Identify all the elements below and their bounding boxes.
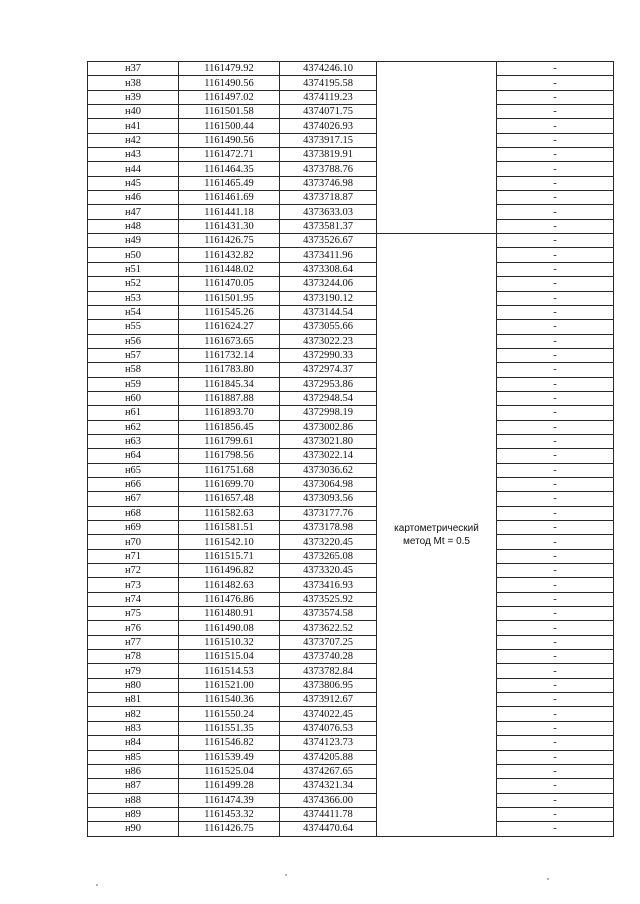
- point-cell: н76: [88, 621, 179, 635]
- mark-cell: -: [497, 521, 614, 535]
- table-row: [88, 779, 614, 793]
- mark-cell: -: [497, 434, 614, 448]
- mark-cell: -: [497, 477, 614, 491]
- mark-cell: -: [497, 90, 614, 104]
- y-coordinate-cell: 4374123.73: [280, 736, 377, 750]
- y-coordinate-cell: 4374366.00: [280, 793, 377, 807]
- table-row: [88, 277, 614, 291]
- x-coordinate-cell: 1161540.36: [179, 693, 280, 707]
- point-cell: н45: [88, 176, 179, 190]
- table-row: [88, 262, 614, 276]
- mark-cell: -: [497, 535, 614, 549]
- y-coordinate-cell: 4373746.98: [280, 176, 377, 190]
- x-coordinate-cell: 1161479.92: [179, 62, 280, 76]
- mark-cell: -: [497, 191, 614, 205]
- x-coordinate-cell: 1161501.95: [179, 291, 280, 305]
- table-row: [88, 291, 614, 305]
- y-coordinate-cell: 4374071.75: [280, 105, 377, 119]
- point-cell: н49: [88, 234, 179, 248]
- x-coordinate-cell: 1161497.02: [179, 90, 280, 104]
- point-cell: н63: [88, 434, 179, 448]
- x-coordinate-cell: 1161426.75: [179, 234, 280, 248]
- table-row: [88, 793, 614, 807]
- mark-cell: -: [497, 693, 614, 707]
- method-cell: [377, 234, 497, 836]
- mark-cell: -: [497, 219, 614, 233]
- x-coordinate-cell: 1161699.70: [179, 477, 280, 491]
- table-row: [88, 822, 614, 836]
- table-row: [88, 664, 614, 678]
- mark-cell: -: [497, 607, 614, 621]
- mark-cell: -: [497, 277, 614, 291]
- mark-cell: -: [497, 822, 614, 836]
- table-row: [88, 549, 614, 563]
- mark-cell: -: [497, 678, 614, 692]
- y-coordinate-cell: 4373718.87: [280, 191, 377, 205]
- point-cell: н90: [88, 822, 179, 836]
- y-coordinate-cell: 4373581.37: [280, 219, 377, 233]
- point-cell: н60: [88, 391, 179, 405]
- point-cell: н80: [88, 678, 179, 692]
- x-coordinate-cell: 1161542.10: [179, 535, 280, 549]
- y-coordinate-cell: 4372953.86: [280, 377, 377, 391]
- table-row: [88, 148, 614, 162]
- point-cell: н87: [88, 779, 179, 793]
- x-coordinate-cell: 1161751.68: [179, 463, 280, 477]
- x-coordinate-cell: 1161464.35: [179, 162, 280, 176]
- mark-cell: -: [497, 105, 614, 119]
- point-cell: н42: [88, 133, 179, 147]
- x-coordinate-cell: 1161426.75: [179, 822, 280, 836]
- y-coordinate-cell: 4373022.14: [280, 449, 377, 463]
- mark-cell: -: [497, 162, 614, 176]
- y-coordinate-cell: 4373411.96: [280, 248, 377, 262]
- point-cell: н58: [88, 363, 179, 377]
- mark-cell: -: [497, 377, 614, 391]
- x-coordinate-cell: 1161490.56: [179, 76, 280, 90]
- mark-cell: -: [497, 176, 614, 190]
- y-coordinate-cell: 4373178.98: [280, 521, 377, 535]
- mark-cell: -: [497, 391, 614, 405]
- x-coordinate-cell: 1161657.48: [179, 492, 280, 506]
- mark-cell: -: [497, 635, 614, 649]
- table-row: [88, 564, 614, 578]
- mark-cell: -: [497, 334, 614, 348]
- x-coordinate-cell: 1161799.61: [179, 434, 280, 448]
- mark-cell: -: [497, 305, 614, 319]
- mark-cell: -: [497, 736, 614, 750]
- table-row: [88, 506, 614, 520]
- x-coordinate-cell: 1161550.24: [179, 707, 280, 721]
- point-cell: н53: [88, 291, 179, 305]
- table-row: [88, 305, 614, 319]
- x-coordinate-cell: 1161499.28: [179, 779, 280, 793]
- coordinates-table: [87, 61, 614, 837]
- mark-cell: -: [497, 363, 614, 377]
- table-row: [88, 162, 614, 176]
- point-cell: н57: [88, 348, 179, 362]
- mark-cell: -: [497, 707, 614, 721]
- x-coordinate-cell: 1161500.44: [179, 119, 280, 133]
- mark-cell: -: [497, 133, 614, 147]
- method-accuracy: метод Mt = 0.5: [403, 535, 470, 547]
- mark-cell: -: [497, 807, 614, 821]
- x-coordinate-cell: 1161510.32: [179, 635, 280, 649]
- table-row: [88, 334, 614, 348]
- y-coordinate-cell: 4373093.56: [280, 492, 377, 506]
- x-coordinate-cell: 1161856.45: [179, 420, 280, 434]
- table-row: [88, 764, 614, 778]
- mark-cell: -: [497, 564, 614, 578]
- y-coordinate-cell: 4373055.66: [280, 320, 377, 334]
- x-coordinate-cell: 1161624.27: [179, 320, 280, 334]
- x-coordinate-cell: 1161441.18: [179, 205, 280, 219]
- y-coordinate-cell: 4373036.62: [280, 463, 377, 477]
- x-coordinate-cell: 1161453.32: [179, 807, 280, 821]
- table-row: [88, 635, 614, 649]
- mark-cell: -: [497, 449, 614, 463]
- y-coordinate-cell: 4373574.58: [280, 607, 377, 621]
- x-coordinate-cell: 1161472.71: [179, 148, 280, 162]
- x-coordinate-cell: 1161732.14: [179, 348, 280, 362]
- x-coordinate-cell: 1161448.02: [179, 262, 280, 276]
- table-row: [88, 621, 614, 635]
- y-coordinate-cell: 4374076.53: [280, 721, 377, 735]
- point-cell: н83: [88, 721, 179, 735]
- point-cell: н86: [88, 764, 179, 778]
- y-coordinate-cell: 4374195.58: [280, 76, 377, 90]
- x-coordinate-cell: 1161490.08: [179, 621, 280, 635]
- point-cell: н47: [88, 205, 179, 219]
- y-coordinate-cell: 4374470.64: [280, 822, 377, 836]
- y-coordinate-cell: 4373220.45: [280, 535, 377, 549]
- y-coordinate-cell: 4372990.33: [280, 348, 377, 362]
- point-cell: н50: [88, 248, 179, 262]
- table-row: [88, 176, 614, 190]
- y-coordinate-cell: 4374267.65: [280, 764, 377, 778]
- x-coordinate-cell: 1161673.65: [179, 334, 280, 348]
- point-cell: н62: [88, 420, 179, 434]
- x-coordinate-cell: 1161480.91: [179, 607, 280, 621]
- mark-cell: -: [497, 119, 614, 133]
- x-coordinate-cell: 1161431.30: [179, 219, 280, 233]
- table-row: [88, 377, 614, 391]
- point-cell: н73: [88, 578, 179, 592]
- y-coordinate-cell: 4373912.67: [280, 693, 377, 707]
- table-row: [88, 592, 614, 606]
- y-coordinate-cell: 4374026.93: [280, 119, 377, 133]
- method-name: картометрический: [394, 522, 479, 534]
- y-coordinate-cell: 4373788.76: [280, 162, 377, 176]
- empty-method-cell: [377, 62, 497, 234]
- mark-cell: -: [497, 650, 614, 664]
- x-coordinate-cell: 1161845.34: [179, 377, 280, 391]
- mark-cell: -: [497, 248, 614, 262]
- point-cell: н82: [88, 707, 179, 721]
- point-cell: н77: [88, 635, 179, 649]
- mark-cell: -: [497, 420, 614, 434]
- x-coordinate-cell: 1161515.71: [179, 549, 280, 563]
- scan-speck: [96, 884, 98, 886]
- table-row: [88, 105, 614, 119]
- scan-speck: [547, 878, 549, 880]
- mark-cell: -: [497, 291, 614, 305]
- x-coordinate-cell: 1161798.56: [179, 449, 280, 463]
- y-coordinate-cell: 4373022.23: [280, 334, 377, 348]
- y-coordinate-cell: 4373525.92: [280, 592, 377, 606]
- point-cell: н51: [88, 262, 179, 276]
- x-coordinate-cell: 1161546.82: [179, 736, 280, 750]
- point-cell: н52: [88, 277, 179, 291]
- table-row: [88, 191, 614, 205]
- x-coordinate-cell: 1161525.04: [179, 764, 280, 778]
- table-row: [88, 320, 614, 334]
- mark-cell: -: [497, 320, 614, 334]
- mark-cell: -: [497, 348, 614, 362]
- mark-cell: -: [497, 262, 614, 276]
- point-cell: н64: [88, 449, 179, 463]
- y-coordinate-cell: 4373819.91: [280, 148, 377, 162]
- table-row: [88, 578, 614, 592]
- y-coordinate-cell: 4373308.64: [280, 262, 377, 276]
- y-coordinate-cell: 4373244.06: [280, 277, 377, 291]
- mark-cell: -: [497, 492, 614, 506]
- point-cell: н56: [88, 334, 179, 348]
- point-cell: н81: [88, 693, 179, 707]
- table-row: [88, 607, 614, 621]
- x-coordinate-cell: 1161545.26: [179, 305, 280, 319]
- table-row: [88, 76, 614, 90]
- x-coordinate-cell: 1161476.86: [179, 592, 280, 606]
- point-cell: н72: [88, 564, 179, 578]
- y-coordinate-cell: 4374119.23: [280, 90, 377, 104]
- table-row: [88, 391, 614, 405]
- x-coordinate-cell: 1161581.51: [179, 521, 280, 535]
- point-cell: н44: [88, 162, 179, 176]
- table-row: [88, 750, 614, 764]
- point-cell: н68: [88, 506, 179, 520]
- point-cell: н61: [88, 406, 179, 420]
- y-coordinate-cell: 4374246.10: [280, 62, 377, 76]
- y-coordinate-cell: 4373782.84: [280, 664, 377, 678]
- y-coordinate-cell: 4372974.37: [280, 363, 377, 377]
- table-row: [88, 248, 614, 262]
- mark-cell: -: [497, 148, 614, 162]
- y-coordinate-cell: 4373740.28: [280, 650, 377, 664]
- y-coordinate-cell: 4373002.86: [280, 420, 377, 434]
- x-coordinate-cell: 1161496.82: [179, 564, 280, 578]
- point-cell: н74: [88, 592, 179, 606]
- y-coordinate-cell: 4373320.45: [280, 564, 377, 578]
- x-coordinate-cell: 1161551.35: [179, 721, 280, 735]
- point-cell: н78: [88, 650, 179, 664]
- x-coordinate-cell: 1161461.69: [179, 191, 280, 205]
- y-coordinate-cell: 4373064.98: [280, 477, 377, 491]
- table-row: [88, 492, 614, 506]
- mark-cell: -: [497, 205, 614, 219]
- x-coordinate-cell: 1161515.04: [179, 650, 280, 664]
- mark-cell: -: [497, 621, 614, 635]
- mark-cell: -: [497, 779, 614, 793]
- y-coordinate-cell: 4373633.03: [280, 205, 377, 219]
- mark-cell: -: [497, 506, 614, 520]
- mark-cell: -: [497, 549, 614, 563]
- x-coordinate-cell: 1161887.88: [179, 391, 280, 405]
- mark-cell: -: [497, 76, 614, 90]
- table-row: [88, 363, 614, 377]
- table-row: [88, 449, 614, 463]
- y-coordinate-cell: 4373917.15: [280, 133, 377, 147]
- mark-cell: -: [497, 764, 614, 778]
- y-coordinate-cell: 4374321.34: [280, 779, 377, 793]
- point-cell: н84: [88, 736, 179, 750]
- y-coordinate-cell: 4373707.25: [280, 635, 377, 649]
- y-coordinate-cell: 4372998.19: [280, 406, 377, 420]
- mark-cell: -: [497, 406, 614, 420]
- y-coordinate-cell: 4373806.95: [280, 678, 377, 692]
- scan-speck: [285, 874, 287, 876]
- point-cell: н67: [88, 492, 179, 506]
- x-coordinate-cell: 1161893.70: [179, 406, 280, 420]
- mark-cell: -: [497, 62, 614, 76]
- y-coordinate-cell: 4373144.54: [280, 305, 377, 319]
- table-row: [88, 521, 614, 535]
- coordinates-table-body: [88, 62, 614, 837]
- point-cell: н85: [88, 750, 179, 764]
- y-coordinate-cell: 4374205.88: [280, 750, 377, 764]
- table-row: [88, 348, 614, 362]
- table-row: [88, 133, 614, 147]
- point-cell: н59: [88, 377, 179, 391]
- point-cell: н66: [88, 477, 179, 491]
- y-coordinate-cell: 4374022.45: [280, 707, 377, 721]
- mark-cell: -: [497, 592, 614, 606]
- table-row: [88, 90, 614, 104]
- y-coordinate-cell: 4373416.93: [280, 578, 377, 592]
- table-row: [88, 420, 614, 434]
- x-coordinate-cell: 1161501.58: [179, 105, 280, 119]
- table-row: [88, 535, 614, 549]
- table-row: [88, 707, 614, 721]
- point-cell: н38: [88, 76, 179, 90]
- mark-cell: -: [497, 234, 614, 248]
- table-row: [88, 219, 614, 233]
- table-row: [88, 807, 614, 821]
- point-cell: н54: [88, 305, 179, 319]
- mark-cell: -: [497, 721, 614, 735]
- x-coordinate-cell: 1161783.80: [179, 363, 280, 377]
- point-cell: н41: [88, 119, 179, 133]
- x-coordinate-cell: 1161465.49: [179, 176, 280, 190]
- point-cell: н43: [88, 148, 179, 162]
- point-cell: н65: [88, 463, 179, 477]
- y-coordinate-cell: 4373021.80: [280, 434, 377, 448]
- x-coordinate-cell: 1161490.56: [179, 133, 280, 147]
- y-coordinate-cell: 4372948.54: [280, 391, 377, 405]
- point-cell: н69: [88, 521, 179, 535]
- table-row: [88, 434, 614, 448]
- x-coordinate-cell: 1161474.39: [179, 793, 280, 807]
- mark-cell: -: [497, 463, 614, 477]
- table-row: [88, 693, 614, 707]
- x-coordinate-cell: 1161514.53: [179, 664, 280, 678]
- table-row: [88, 119, 614, 133]
- point-cell: н71: [88, 549, 179, 563]
- y-coordinate-cell: 4373622.52: [280, 621, 377, 635]
- y-coordinate-cell: 4373265.08: [280, 549, 377, 563]
- point-cell: н39: [88, 90, 179, 104]
- point-cell: н55: [88, 320, 179, 334]
- table-row: [88, 736, 614, 750]
- y-coordinate-cell: 4373526.67: [280, 234, 377, 248]
- table-row: [88, 477, 614, 491]
- point-cell: н37: [88, 62, 179, 76]
- mark-cell: -: [497, 793, 614, 807]
- table-row: [88, 463, 614, 477]
- point-cell: н88: [88, 793, 179, 807]
- y-coordinate-cell: 4373190.12: [280, 291, 377, 305]
- x-coordinate-cell: 1161432.82: [179, 248, 280, 262]
- x-coordinate-cell: 1161482.63: [179, 578, 280, 592]
- point-cell: н40: [88, 105, 179, 119]
- x-coordinate-cell: 1161521.00: [179, 678, 280, 692]
- point-cell: н79: [88, 664, 179, 678]
- table-row: [88, 721, 614, 735]
- point-cell: н48: [88, 219, 179, 233]
- point-cell: н70: [88, 535, 179, 549]
- mark-cell: -: [497, 578, 614, 592]
- x-coordinate-cell: 1161539.49: [179, 750, 280, 764]
- mark-cell: -: [497, 664, 614, 678]
- point-cell: н75: [88, 607, 179, 621]
- y-coordinate-cell: 4374411.78: [280, 807, 377, 821]
- mark-cell: -: [497, 750, 614, 764]
- point-cell: н89: [88, 807, 179, 821]
- point-cell: н46: [88, 191, 179, 205]
- x-coordinate-cell: 1161470.05: [179, 277, 280, 291]
- y-coordinate-cell: 4373177.76: [280, 506, 377, 520]
- table-row: [88, 234, 614, 248]
- table-row: [88, 406, 614, 420]
- table-row: [88, 205, 614, 219]
- table-row: [88, 678, 614, 692]
- table-row: [88, 650, 614, 664]
- table-row: [88, 62, 614, 76]
- x-coordinate-cell: 1161582.63: [179, 506, 280, 520]
